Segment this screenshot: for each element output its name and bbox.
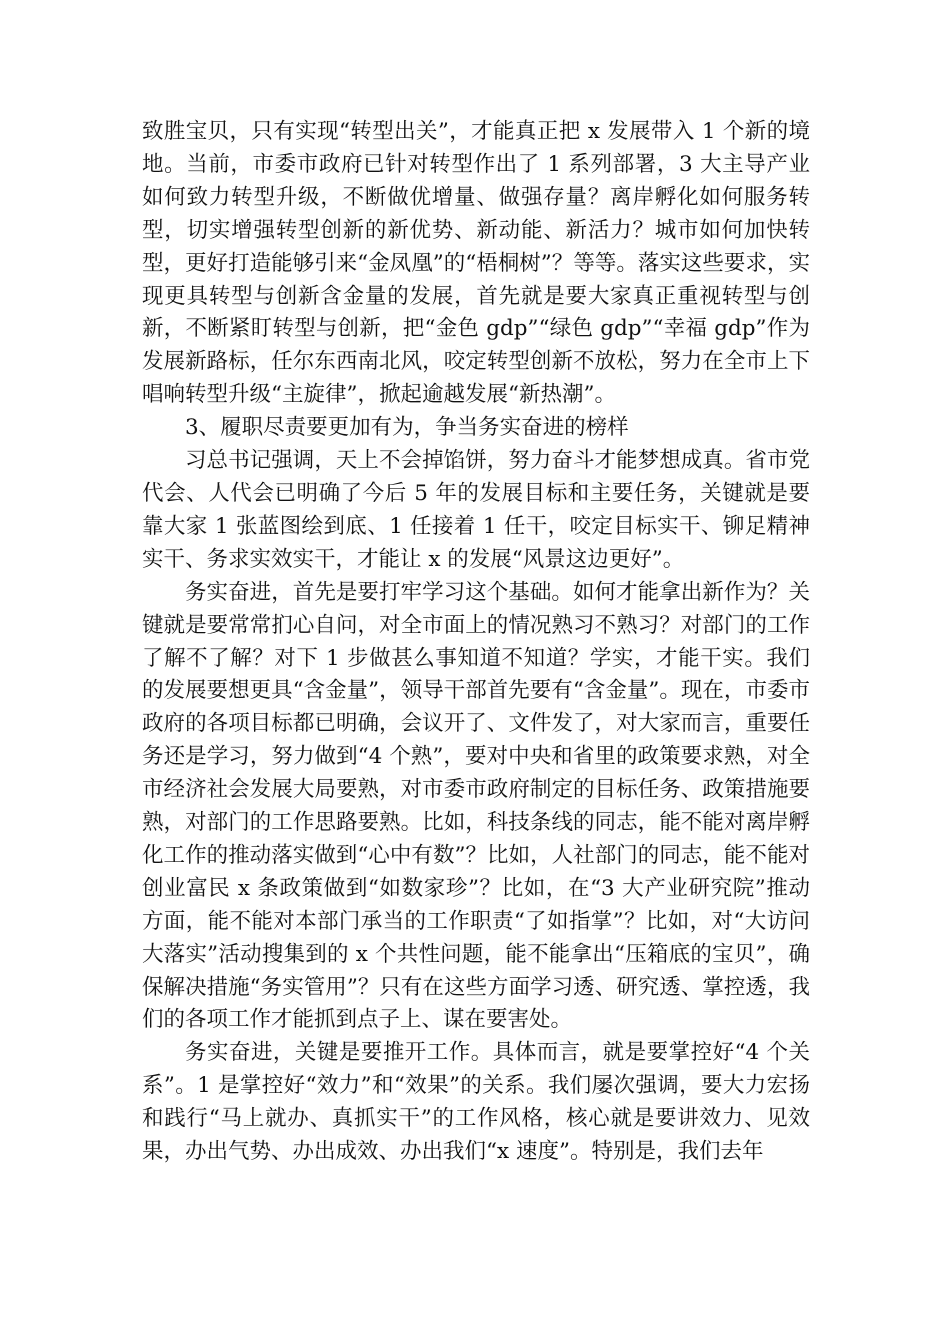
paragraph-body-2: 务实奋进，首先是要打牢学习这个基础。如何才能拿出新作为？关键就是要常常扪心自问，对全市面上的情况熟习不熟习？对部门的工作了解不了解？对下 1 步做甚么事知道不知道？学实，才能干实。我们的发展要想更具“含金量”，领导干部首先要有“含金量”。现在，市委市政府的各项目标都已明确，会议开了、文件发了，对大家而言，重要任务还是学习，努力做到“4 个熟”，要对中央和省里的政策要求熟，对全市经济社会发展大局要熟，对市委市政府制定的目标任务、政策措施要熟，对部门的工作思路要熟。比如，科技条线的同志，能不能对离岸孵化工作的推动落实做到“心中有数”？比如，人社部门的同志，能不能对创业富民 x 条政策做到“如数家珍”？比如，在“3 大产业研究院”推动方面，能不能对本部门承当的工作职责“了如指掌”？比如，对“大访问大落实”活动搜集到的 x 个共性问题，能不能拿出“压箱底的宝贝”，确保解决措施“务实管用”？只有在这些方面学习透、研究透、掌控透，我们的各项工作才能抓到点子上、谋在要害处。 xyxy=(142,579,810,1033)
section-heading-3: 3、履职尽责要更加有为，争当务实奋进的榜样 xyxy=(185,415,629,441)
document-page xyxy=(142,116,810,1169)
paragraph-body-3: 务实奋进，关键是要推开工作。具体而言，就是要掌控好“4 个关系”。1 是掌控好“效力”和“效果”的关系。我们屡次强调，要大力宏扬和践行“马上就办、真抓实干”的工作风格，核心就是要讲效力、见效果，办出气势、办出成效、办出我们“x 速度”。特别是，我们去年 xyxy=(142,1040,810,1165)
paragraph-continuation: 致胜宝贝，只有实现“转型出关”，才能真正把 x 发展带入 1 个新的境地。当前，市委市政府已针对转型作出了 1 系列部署，3 大主导产业如何致力转型升级，不断做优增量、做强存量？离岸孵化如何服务转型，切实增强转型创新的新优势、新动能、新活力？城市如何加快转型，更好打造能够引来“金凤凰”的“梧桐树”？等等。落实这些要求，实现更具转型与创新含金量的发展，首先就是要大家真正重视转型与创新，不断紧盯转型与创新，把“金色 gdp”“绿色 gdp”“幸福 gdp”作为发展新路标，任尔东西南北风，咬定转型创新不放松，努力在全市上下唱响转型升级“主旋律”，掀起逾越发展“新热潮”。 xyxy=(142,119,810,408)
paragraph-body-1: 习总书记强调，天上不会掉馅饼，努力奋斗才能梦想成真。省市党代会、人代会已明确了今后 5 年的发展目标和主要任务，关键就是要靠大家 1 张蓝图绘到底、1 任接着 1 任干，咬定目标实干、铆足精神实干、务求实效实干，才能让 x 的发展“风景这边更好”。 xyxy=(142,448,810,572)
